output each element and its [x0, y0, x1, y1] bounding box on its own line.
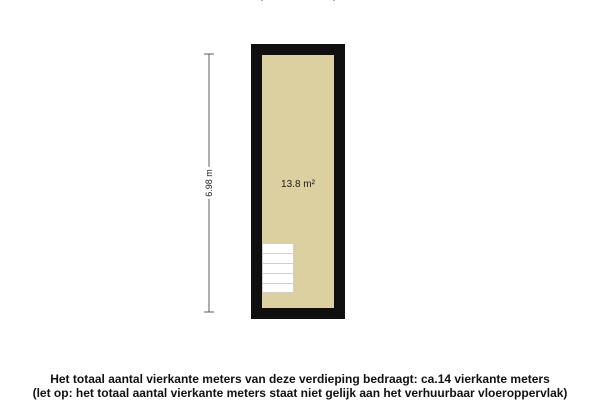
floor-area-note-line1: Het totaal aantal vierkante meters van deze verdieping bedraagt: ca.14 vierkante meters [50, 372, 550, 386]
height-dimension-label-wrap [202, 168, 216, 198]
floor-area-note-line2: (let op: het totaal aantal vierkante meters staat niet gelijk aan het verhuurbaar vloeroppervlak) [32, 386, 568, 400]
room-floor [262, 55, 334, 308]
height-dimension [200, 54, 218, 312]
floor-area-note [0, 372, 600, 400]
stair-step [263, 273, 293, 274]
height-dimension-label: 6.98 m [204, 169, 215, 197]
staircase [262, 243, 294, 293]
room-area-label: 13.8 m² [281, 179, 315, 190]
stair-step [263, 283, 293, 284]
stair-step [263, 263, 293, 264]
width-dimension-label [262, 0, 334, 4]
width-dimension [262, 0, 334, 4]
stair-step [263, 253, 293, 254]
